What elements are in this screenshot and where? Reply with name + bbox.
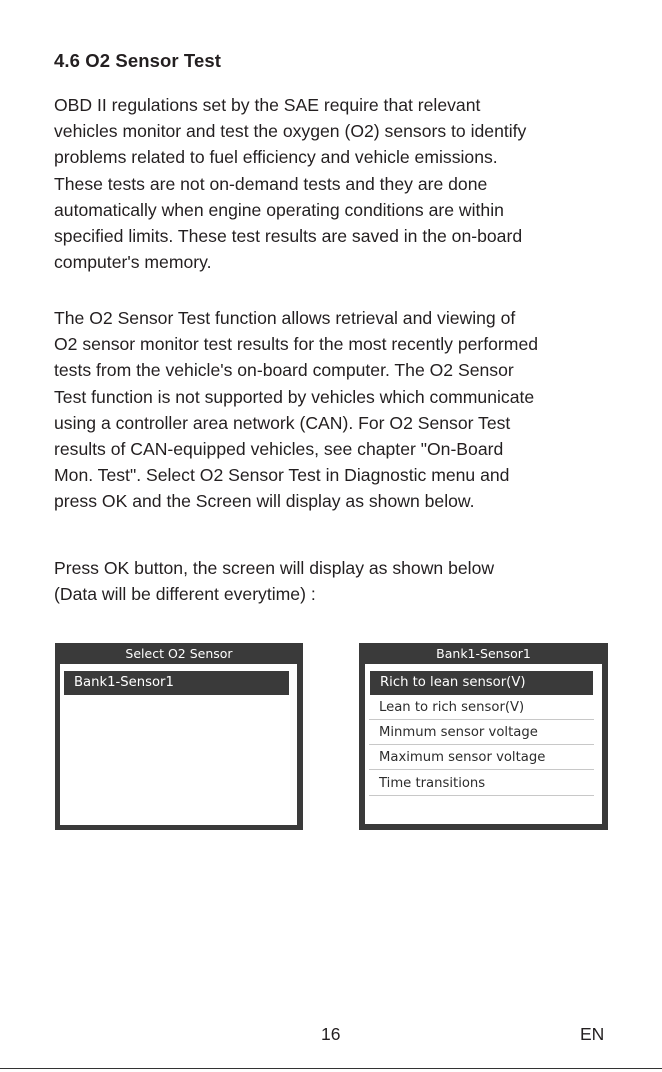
text-line: vehicles monitor and test the oxygen (O2) sensors to identify (54, 121, 527, 142)
screen-body (60, 664, 297, 825)
bottom-divider (0, 1068, 662, 1069)
text-line: OBD II regulations set by the SAE require that relevant (54, 95, 481, 115)
screen-body (365, 664, 602, 824)
text-line: O2 sensor monitor test results for the most recently performed (54, 334, 539, 355)
menu-item-minimum-voltage[interactable]: Minmum sensor voltage (369, 720, 594, 745)
text-line: problems related to fuel efficiency and vehicle emissions. (54, 147, 498, 168)
text-line: using a controller area network (CAN). For O2 Sensor Test (54, 412, 511, 433)
text-line: automatically when engine operating conditions are within (54, 199, 504, 220)
text-line: results of CAN-equipped vehicles, see chapter "On-Board (54, 439, 504, 460)
text-line: press OK and the Screen will display as shown below. (54, 491, 475, 512)
menu-item-bank1-sensor1[interactable]: Bank1-Sensor1 (64, 671, 289, 695)
text-line: tests from the vehicle's on-board computer. The O2 Sensor (54, 360, 514, 381)
menu-item-rich-to-lean[interactable]: Rich to lean sensor(V) (370, 671, 593, 695)
device-screen-select-sensor (55, 643, 303, 830)
text-line: The O2 Sensor Test function allows retrieval and viewing of (54, 308, 516, 328)
text-line: specified limits. These test results are saved in the on-board (54, 226, 523, 247)
page-number: 16 (321, 1024, 341, 1044)
screen-title: Select O2 Sensor (125, 646, 233, 661)
text-line: Press OK button, the screen will display as shown below (54, 558, 495, 578)
text-line: Mon. Test". Select O2 Sensor Test in Diagnostic menu and (54, 465, 510, 486)
device-screen-bank1-sensor1 (359, 643, 608, 830)
paragraph-function-description (54, 305, 614, 515)
paragraph-obd-regulations (54, 92, 614, 275)
section-heading: 4.6 O2 Sensor Test (54, 50, 221, 71)
language-code: EN (580, 1024, 605, 1044)
text-line: These tests are not on-demand tests and they are done (54, 173, 488, 194)
screen-title: Bank1-Sensor1 (436, 646, 531, 661)
menu-item-time-transitions[interactable]: Time transitions (369, 771, 594, 796)
menu-item-lean-to-rich[interactable]: Lean to rich sensor(V) (369, 695, 594, 720)
text-line: computer's memory. (54, 252, 212, 273)
paragraph-press-ok (54, 555, 614, 607)
text-line: Test function is not supported by vehicles which communicate (54, 386, 535, 407)
text-line: (Data will be different everytime) : (54, 584, 316, 605)
menu-item-maximum-voltage[interactable]: Maximum sensor voltage (369, 745, 594, 770)
